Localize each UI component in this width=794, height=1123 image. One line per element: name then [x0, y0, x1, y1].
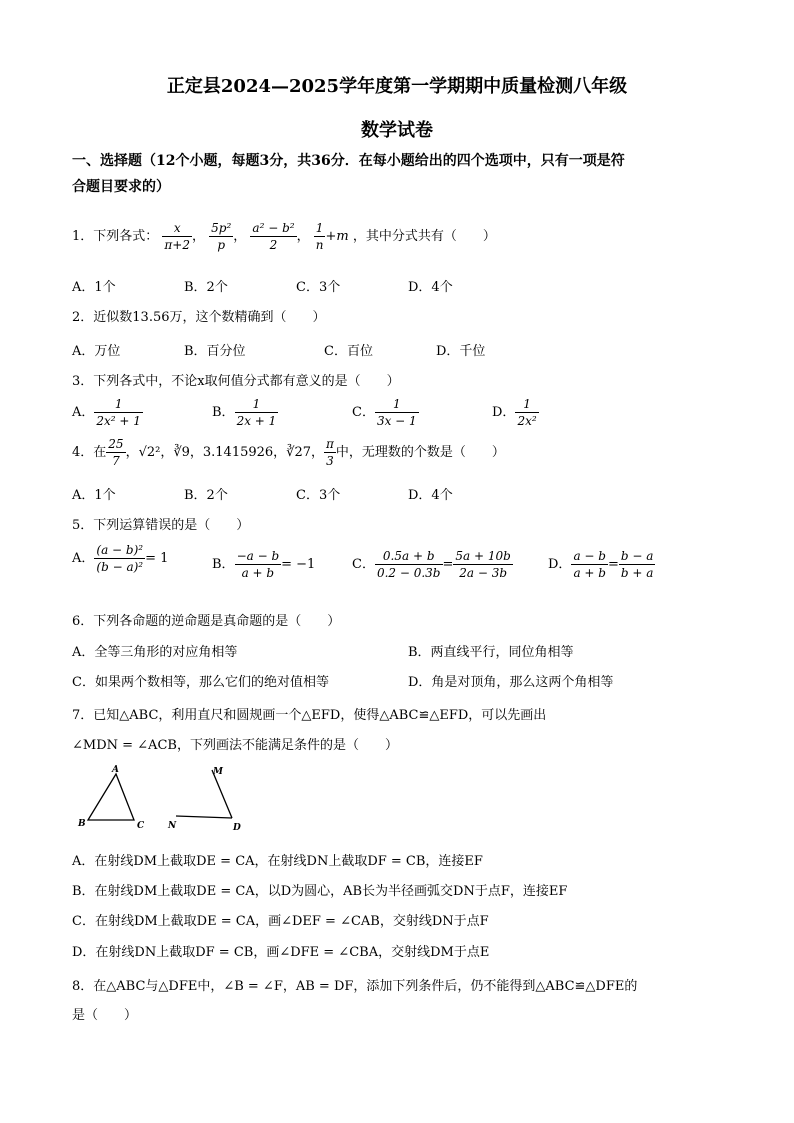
label-m: M: [213, 767, 223, 777]
exam-subtitle: 数学试卷: [361, 120, 433, 141]
q7-option-c: C．在射线DM上截取DE = CA，画∠DEF = ∠CAB，交射线DN于点F: [72, 914, 489, 929]
ray-dm: [212, 770, 232, 818]
question-8-line2: 是（ ）: [72, 1008, 138, 1023]
q1-fraction-2: $\frac{\text{5p²}}{p}$: [211, 221, 232, 252]
q1-suffix: ，其中分式共有（ ）: [352, 229, 496, 244]
label-b: B: [78, 819, 86, 829]
q1-fraction-3: $\frac{\text{a² − b²}}{2}$: [252, 221, 295, 252]
label-n: N: [168, 821, 177, 831]
q1-prefix: 1．下列各式：: [72, 229, 159, 244]
q4-option-d: D．4个: [408, 488, 453, 503]
q7-option-d: D．在射线DN上截取DF = CB，画∠DFE = ∠CBA，交射线DM于点E: [72, 945, 490, 960]
label-a: A: [112, 765, 119, 775]
q1-option-b: B．2个: [184, 280, 228, 295]
q4-option-b: B．2个: [184, 488, 228, 503]
q3-option-d: D． $\frac{1}{\text{2x²}}$: [492, 397, 537, 428]
q7-option-b: B．在射线DM上截取DE = CA，以D为圆心，AB长为半径画弧交DN于点F，连接EF: [72, 884, 568, 899]
q5-option-c: C． $\frac{0.5a + b}{0.2 - 0.3b}$ = $\frac{5a + 10b}{2a - 3b}$: [352, 549, 511, 580]
triangle-figure: [72, 762, 252, 834]
q2-option-d: D．千位: [436, 344, 486, 359]
question-8-line1: 8．在△ABC与△DFE中，∠B = ∠F，AB = DF，添加下列条件后，仍不能得到△ABC≌△DFE的: [72, 979, 638, 994]
q1-option-a: A．1个: [72, 280, 116, 295]
q4-option-c: C．3个: [296, 488, 341, 503]
label-d: D: [233, 823, 241, 833]
q5-option-d: D． $\frac{a - b}{a + b}$ = $\frac{b - a}{b + a}$: [548, 549, 654, 580]
q1-fraction-4: $\frac{1}{n}$: [315, 221, 324, 252]
q3-option-b: B． $\frac{1}{2x + 1}$: [212, 397, 277, 428]
q1-option-c: C．3个: [296, 280, 341, 295]
q4-option-a: A．1个: [72, 488, 116, 503]
q3-option-c: C． $\frac{1}{3x - 1}$: [352, 397, 417, 428]
section-heading-line2: 合题目要求的）: [72, 179, 170, 195]
section-heading: [72, 148, 732, 200]
question-5: 5．下列运算错误的是（ ）: [72, 518, 250, 533]
q3-option-a: A． $\frac{1}{\text{2x² + 1}}$: [72, 397, 141, 428]
q7-option-a: A．在射线DM上截取DE = CA，在射线DN上截取DF = CB，连接EF: [72, 854, 483, 869]
q6-option-b: B．两直线平行，同位角相等: [408, 645, 574, 660]
question-2: 2．近似数13.56万，这个数精确到（ ）: [72, 310, 326, 325]
q5-option-a: A． $\frac{\text{(a − b)²}}{\text{(b − a)²}}$ = 1: [72, 543, 169, 574]
q4-pi-fraction: $\frac{\pi}{3}$: [326, 437, 334, 468]
q4-items: ，√2²，∛9，3.1415926，∛27，: [125, 445, 325, 460]
question-4: 4．在 $\frac{25}{7}$ ，√2²，∛9，3.1415926，∛27， $\frac{\pi}{3}$ 中，无理数的个数是（ ）: [72, 437, 505, 468]
ray-dn: [176, 816, 232, 818]
q6-option-c: C．如果两个数相等，那么它们的绝对值相等: [72, 675, 329, 690]
q5-option-b: B． $\frac{-a - b}{a + b}$ = −1: [212, 549, 316, 580]
question-3: 3．下列各式中，不论x取何值分式都有意义的是（ ）: [72, 374, 400, 389]
triangle-abc: [88, 774, 134, 820]
q2-option-a: A．万位: [72, 344, 121, 359]
q1-option-d: D．4个: [408, 280, 453, 295]
question-7-line2: ∠MDN = ∠ACB，下列画法不能满足条件的是（ ）: [72, 738, 398, 753]
question-7-line1: 7．已知△ABC，利用直尺和圆规画一个△EFD，使得△ABC≌△EFD，可以先画出: [72, 708, 547, 723]
q2-option-b: B．百分位: [184, 344, 246, 359]
q1-fraction-4-tail: +m: [325, 229, 349, 244]
question-6: 6．下列各命题的逆命题是真命题的是（ ）: [72, 614, 341, 629]
q2-option-c: C．百位: [324, 344, 373, 359]
question-1: 1．下列各式： $\frac{x}{\pi+2}$ ， $\frac{\text{5p²}}{p}$ ， $\frac{\text{a² − b²}}{2}$ ， $\frac{1}{n}$ +m ，其中分式共有（ ）: [72, 221, 496, 252]
q6-option-d: D．角是对顶角，那么这两个角相等: [408, 675, 614, 690]
q1-fraction-1: $\frac{x}{\pi+2}$: [164, 221, 190, 252]
label-c: C: [137, 821, 145, 831]
q4-fraction: $\frac{25}{7}$: [108, 437, 124, 468]
exam-title: 正定县2024—2025学年度第一学期期中质量检测八年级: [166, 76, 628, 97]
section-heading-line1: 一、选择题（12个小题，每题3分，共36分．在每小题给出的四个选项中，只有一项是符: [72, 153, 625, 169]
q6-option-a: A．全等三角形的对应角相等: [72, 645, 238, 660]
